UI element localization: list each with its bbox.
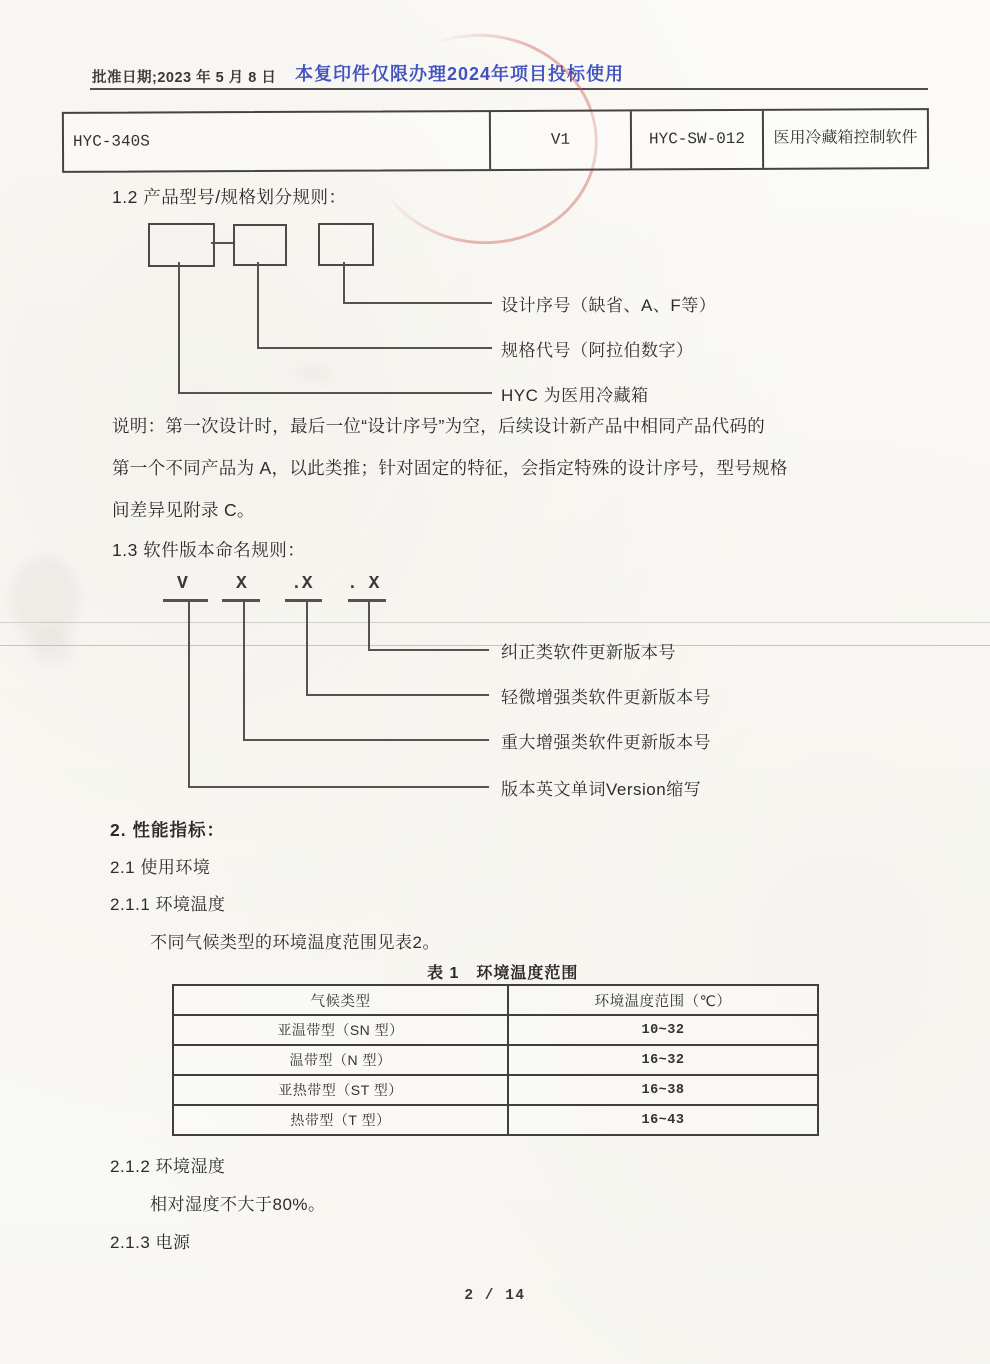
copy-restriction-notice: 本复印件仅限办理2024年项目投标使用	[295, 64, 625, 84]
env-row-climate: 热带型（T 型）	[174, 1104, 507, 1134]
major-enh-leader-h	[243, 739, 489, 741]
version-token-x3: . X	[347, 574, 380, 594]
spec-code-leader-v	[257, 262, 259, 349]
note-line-1: 说明：第一次设计时，最后一位“设计序号”为空，后续设计新产品中相同产品代码的	[112, 416, 766, 436]
major-enhancement-label: 重大增强类软件更新版本号	[501, 733, 711, 752]
env-table-header-climate: 气候类型	[310, 993, 371, 1010]
section-2-1-heading: 2.1 使用环境	[110, 858, 211, 877]
minor-enh-leader-v	[306, 600, 308, 694]
section-2-1-1-heading: 2.1.1 环境温度	[110, 895, 226, 914]
doc-code-cell: HYC-SW-012	[630, 111, 762, 169]
doc-id-table	[62, 108, 929, 173]
minor-enh-leader-h	[306, 694, 489, 696]
section-1-3-heading: 1.3 软件版本命名规则：	[112, 540, 306, 560]
env-table-header-range: 环境温度范围（℃）	[507, 986, 817, 1014]
env-temperature-table	[172, 984, 819, 1136]
doc-name-cell: 医用冷藏箱控制软件	[762, 110, 927, 168]
version-word-leader-v	[188, 600, 190, 786]
env-row-range: 10~32	[507, 1014, 817, 1044]
hyc-leader-v	[178, 262, 180, 394]
note-line-2: 第一个不同产品为 A，以此类推；针对固定的特征，会指定特殊的设计序号，型号规格	[112, 458, 788, 478]
env-row-range: 16~43	[507, 1104, 817, 1134]
env-row-climate: 亚温带型（SN 型）	[174, 1014, 507, 1044]
model-code-box-2	[233, 224, 287, 266]
version-bar-4	[348, 599, 386, 602]
approval-date-label: 批准日期;2023 年 5 月 8 日	[92, 70, 277, 86]
version-cell: V1	[489, 111, 630, 169]
design-serial-leader-v	[343, 262, 345, 303]
version-token-v: V	[177, 574, 188, 594]
model-code-box-3	[318, 223, 374, 266]
corrective-version-label: 纠正类软件更新版本号	[501, 643, 676, 662]
spec-code-leader-h	[257, 347, 492, 349]
design-serial-leader-h	[343, 302, 492, 304]
version-word-label: 版本英文单词Version缩写	[501, 780, 702, 799]
scan-smudge	[30, 630, 75, 665]
scan-artifact-line-2	[0, 645, 990, 646]
version-bar-2	[222, 599, 260, 602]
section-2-1-2-text: 相对湿度不大于80%。	[150, 1195, 326, 1214]
hyc-meaning-label: HYC 为医用冷藏箱	[501, 386, 649, 405]
major-enh-leader-v	[243, 600, 245, 739]
section-2-1-1-text: 不同气候类型的环境温度范围见表2。	[150, 933, 440, 952]
version-token-x2: .X	[291, 574, 313, 594]
minor-enhancement-label: 轻微增强类软件更新版本号	[501, 688, 711, 707]
scan-smudge	[295, 365, 335, 383]
version-bar-3	[285, 599, 322, 602]
model-cell: HYC-340S	[72, 132, 150, 151]
env-row-climate: 温带型（N 型）	[174, 1044, 507, 1074]
version-word-leader-h	[188, 786, 489, 788]
hyc-leader-h	[178, 392, 492, 394]
corrective-leader-v	[368, 600, 370, 649]
version-bar-1	[163, 599, 208, 602]
env-row-range: 16~38	[507, 1074, 817, 1104]
env-row-range: 16~32	[507, 1044, 817, 1074]
env-table-title: 表 1 环境温度范围	[427, 965, 579, 982]
section-2-1-3-heading: 2.1.3 电源	[110, 1233, 191, 1252]
corrective-leader-h	[368, 649, 489, 651]
page-number: 2 / 14	[464, 1288, 526, 1304]
box-connector-line	[211, 242, 233, 244]
env-row-climate: 亚热带型（ST 型）	[174, 1074, 507, 1104]
model-code-box-1	[148, 223, 215, 267]
section-2-heading: 2. 性能指标：	[110, 820, 225, 840]
version-token-x1: X	[236, 574, 247, 594]
section-1-2-heading: 1.2 产品型号/规格划分规则：	[112, 187, 347, 207]
spec-code-label: 规格代号（阿拉伯数字）	[501, 341, 694, 360]
scan-artifact-line-1	[0, 622, 990, 623]
section-2-1-2-heading: 2.1.2 环境湿度	[110, 1157, 226, 1176]
design-serial-label: 设计序号（缺省、A、F等）	[501, 296, 717, 315]
note-line-3: 间差异见附录 C。	[112, 500, 255, 520]
